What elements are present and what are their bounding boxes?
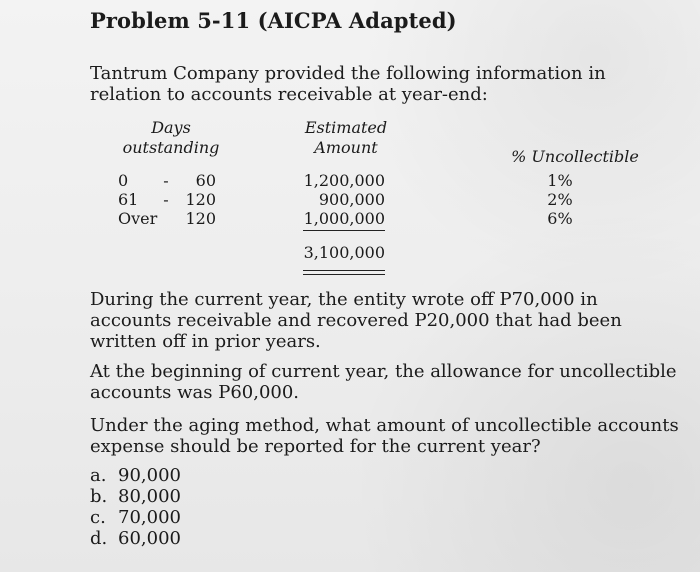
choice-value: 80,000	[118, 486, 181, 507]
days-start: Over	[118, 208, 158, 228]
percentage-cell: 2%	[547, 190, 573, 209]
table-row	[118, 171, 230, 190]
amount-cell: 900,000	[318, 190, 385, 209]
intro-paragraph: Tantrum Company provided the following information in relation to accounts receivable at year-end:	[90, 63, 606, 105]
days-start: 61	[118, 189, 139, 209]
percentage-column	[540, 171, 580, 228]
page-title: Problem 5-11 (AICPA Adapted)	[90, 8, 457, 33]
total-amount: 3,100,000	[303, 243, 385, 262]
choice-a	[90, 465, 181, 486]
double-rule-top	[303, 270, 385, 271]
choice-value: 70,000	[118, 507, 181, 528]
choice-c	[90, 507, 181, 528]
choice-label: b.	[90, 486, 108, 507]
allowance-paragraph: At the beginning of current year, the allowance for uncollectible accounts was P60,000.	[90, 361, 677, 403]
uncollectible-header: % Uncollectible	[511, 147, 639, 166]
choice-label: a.	[90, 465, 107, 486]
choice-label: c.	[90, 507, 106, 528]
days-outstanding-header	[116, 118, 226, 158]
days-separator: -	[163, 189, 169, 209]
choice-value: 90,000	[118, 465, 181, 486]
days-header-line-2: outstanding	[122, 138, 220, 157]
subtotal-rule	[303, 230, 385, 231]
answer-choices	[90, 465, 181, 549]
percentage-cell: 1%	[547, 171, 573, 190]
amount-cell: 1,200,000	[303, 171, 385, 190]
writeoff-paragraph: During the current year, the entity wrote off P70,000 in accounts receivable and recovered P20,000 that had been written off in prior years.	[90, 289, 622, 352]
double-rule-bottom	[303, 274, 385, 275]
receivables-table	[110, 118, 650, 278]
percentage-cell: 6%	[547, 209, 573, 228]
choice-b	[90, 486, 181, 507]
table-row	[118, 209, 230, 228]
amount-cell: 1,000,000	[303, 209, 385, 228]
days-separator: -	[163, 170, 169, 190]
question-paragraph: Under the aging method, what amount of uncollectible accounts expense should be reported for the current year?	[90, 415, 679, 457]
days-end: 60	[195, 170, 216, 190]
amount-column	[303, 171, 385, 228]
table-row	[118, 190, 230, 209]
choice-label: d.	[90, 528, 108, 549]
choice-d	[90, 528, 181, 549]
amount-header-line-1: Estimated	[304, 118, 388, 137]
amount-header-line-2: Amount	[314, 138, 378, 157]
days-end: 120	[185, 208, 216, 228]
estimated-amount-header	[300, 118, 392, 158]
days-header-line-1: Days	[151, 118, 191, 137]
days-column	[118, 171, 230, 228]
days-start: 0	[118, 170, 129, 190]
days-end: 120	[185, 189, 216, 209]
choice-value: 60,000	[118, 528, 181, 549]
